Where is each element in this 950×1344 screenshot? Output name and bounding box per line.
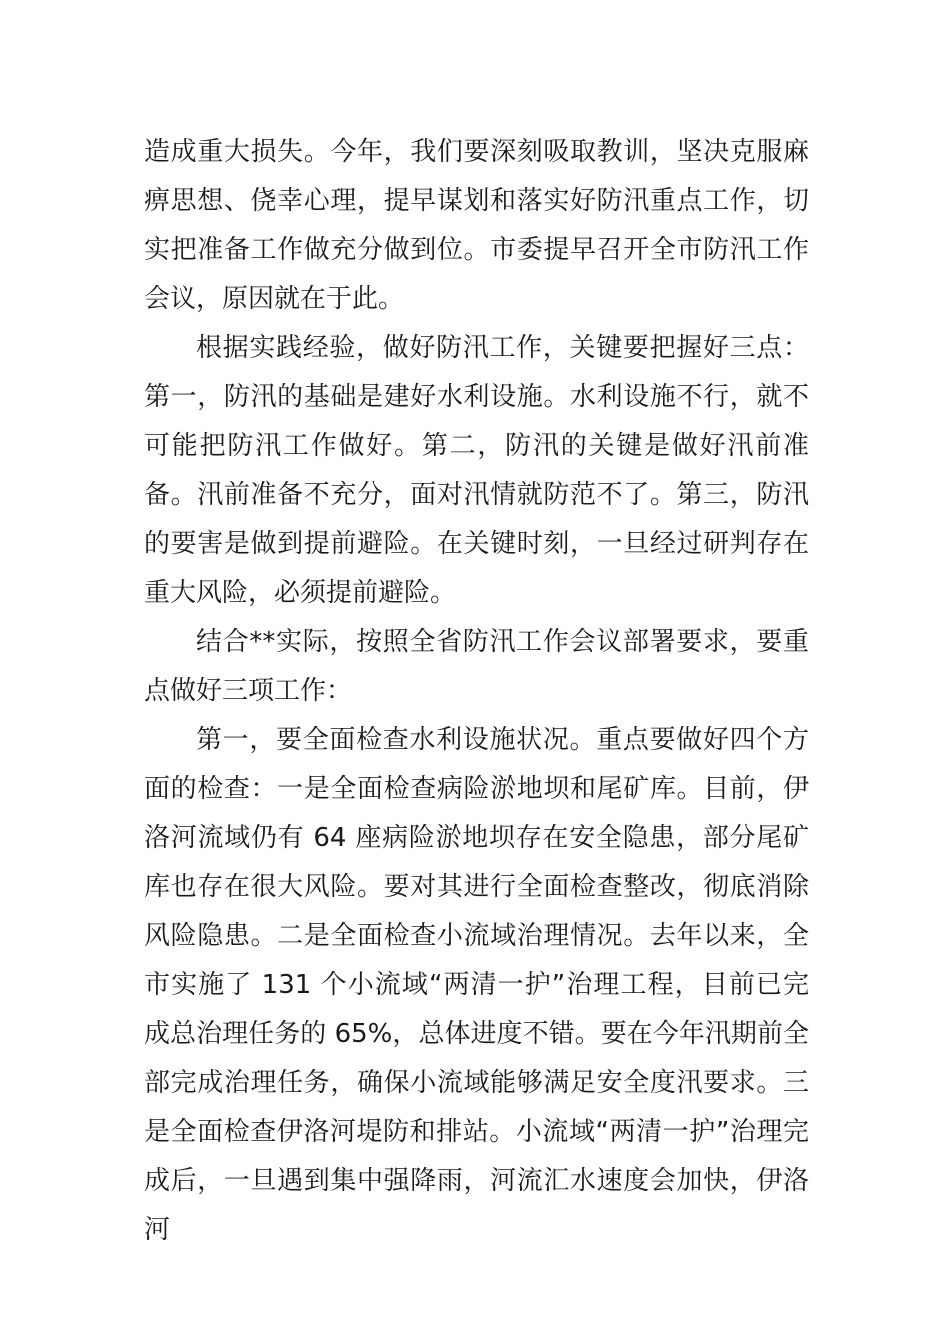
document-body: [144, 128, 809, 1255]
paragraph-continuation: 造成重大损失。今年，我们要深刻吸取教训，坚决克服麻痹思想、侥幸心理，提早谋划和落实好防汛重点工作，切实把准备工作做充分做到位。市委提早召开全市防汛工作会议，原因就在于此。: [144, 137, 809, 314]
paragraph-first-task: 第一，要全面检查水利设施状况。重点要做好四个方面的检查：一是全面检查病险淤地坝和尾矿库。目前，伊洛河流域仍有 64 座病险淤地坝存在安全隐患，部分尾矿库也存在很大风险。要对其进行全面检查整改，彻底消除风险隐患。二是全面检查小流域治理情况。去年以来，全市实施了 131 个小流域“两清一护”治理工程，目前已完成总治理任务的 65%，总体进度不错。要在今年汛期前全部完成治理任务，确保小流域能够满足安全度汛要求。三是全面检查伊洛河堤防和排站。小流域“两清一护”治理完成后，一旦遇到集中强降雨，河流汇水速度会加快，伊洛河: [144, 725, 809, 1245]
paragraph-three-tasks-intro: 结合**实际，按照全省防汛工作会议部署要求，要重点做好三项工作：: [144, 627, 809, 706]
paragraph-key-points: 根据实践经验，做好防汛工作，关键要把握好三点：第一，防汛的基础是建好水利设施。水利设施不行，就不可能把防汛工作做好。第二，防汛的关键是做好汛前准备。汛前准备不充分，面对汛情就防范不了。第三，防汛的要害是做到提前避险。在关键时刻，一旦经过研判存在重大风险，必须提前避险。: [144, 333, 809, 608]
